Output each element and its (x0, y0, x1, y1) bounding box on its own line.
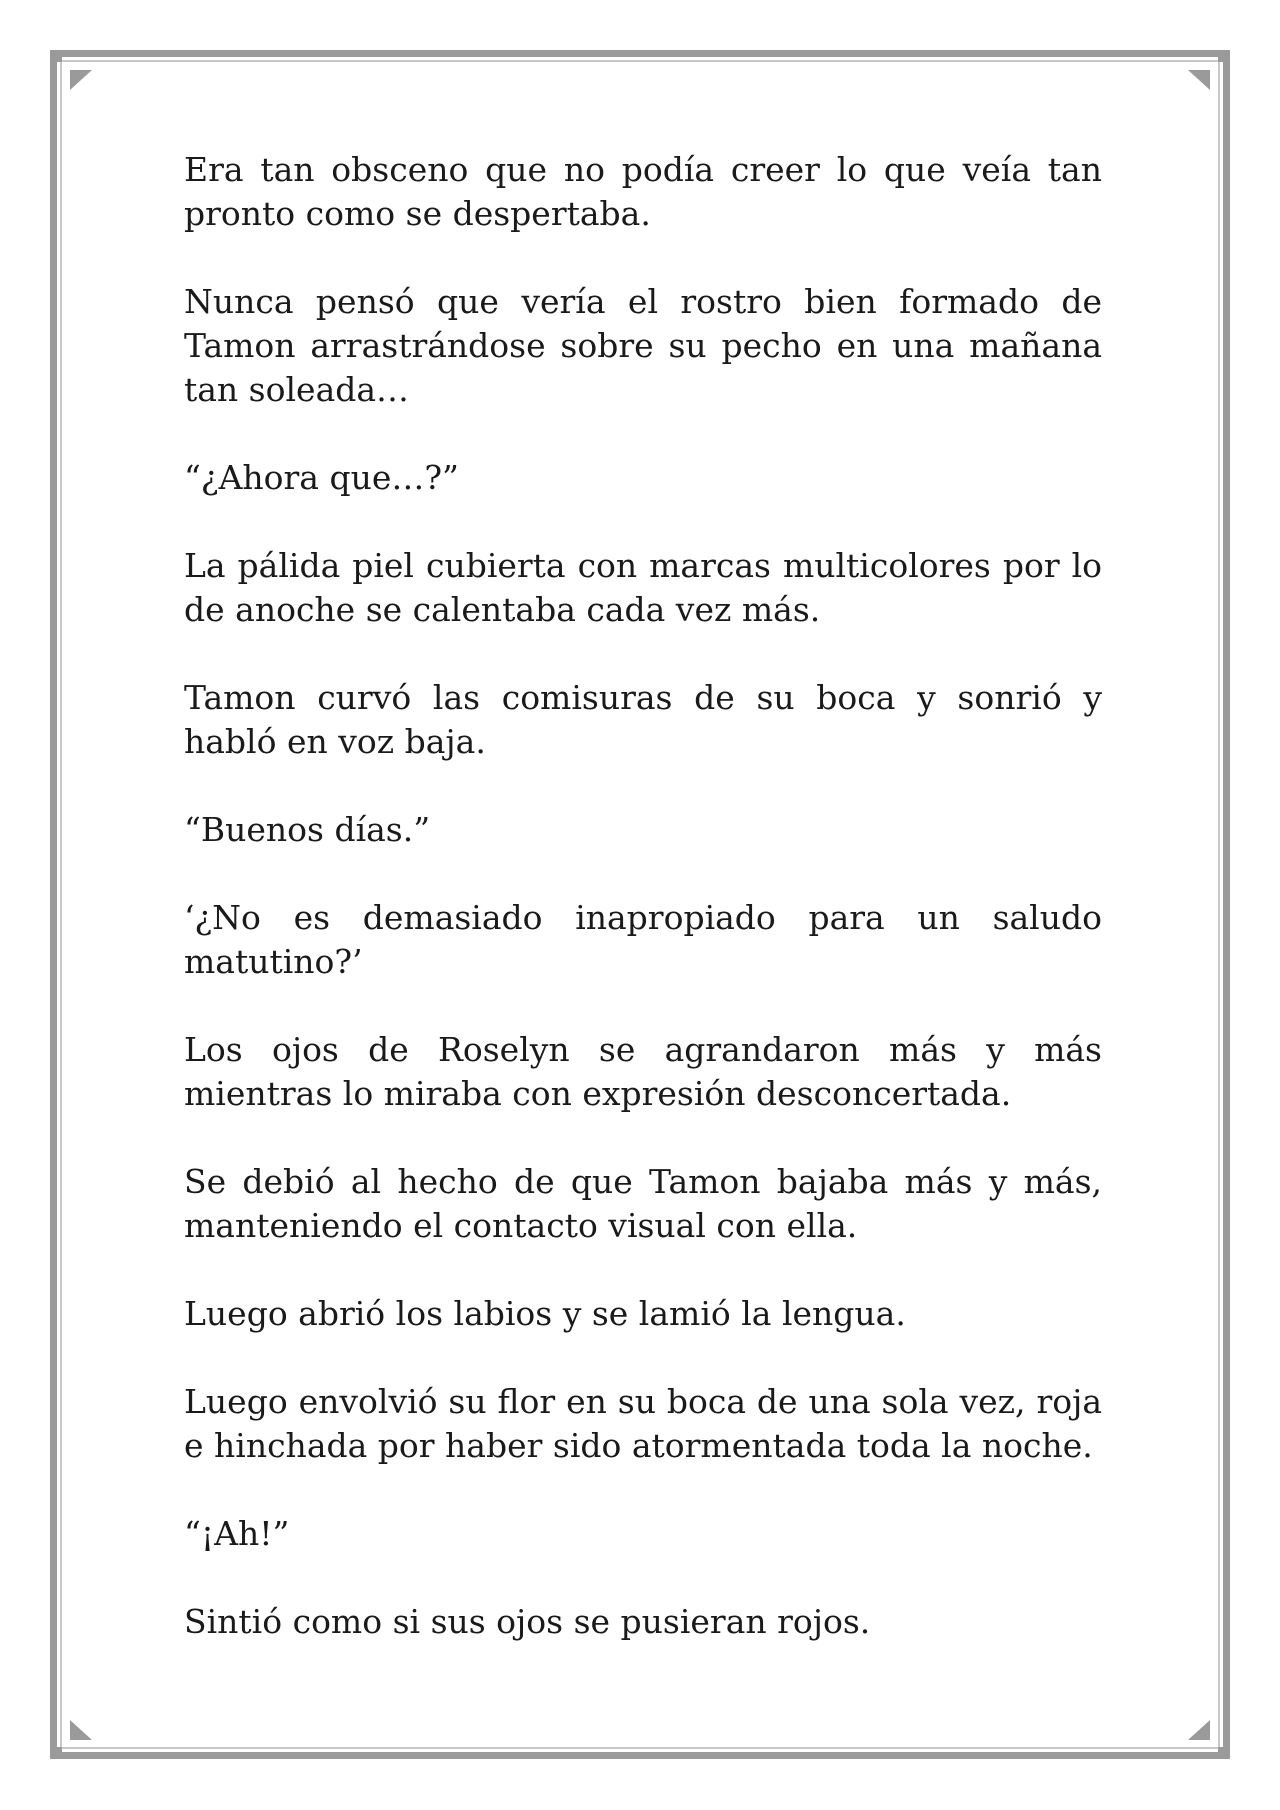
paragraph: La pálida piel cubierta con marcas multicolores por lo de anoche se calentaba cada vez más. (184, 546, 1102, 629)
frame-top-border (62, 50, 1218, 62)
paragraph: Tamon curvó las comisuras de su boca y sonrió y habló en voz baja. (184, 678, 1102, 761)
corner-ornament-top-left-icon (70, 70, 92, 90)
corner-ornament-top-right-icon (1188, 70, 1210, 90)
corner-ornament-bottom-right-icon (1188, 1720, 1210, 1740)
paragraph: Era tan obsceno que no podía creer lo que veía tan pronto como se despertaba. (184, 150, 1102, 233)
paragraph: Los ojos de Roselyn se agrandaron más y más mientras lo miraba con expresión desconcertada. (184, 1030, 1102, 1113)
frame-right-border (1218, 62, 1230, 1748)
paragraph: Luego envolvió su flor en su boca de una sola vez, roja e hinchada por haber sido atormentada toda la noche. (184, 1382, 1102, 1465)
paragraph: Se debió al hecho de que Tamon bajaba más y más, manteniendo el contacto visual con ella. (184, 1162, 1102, 1245)
paragraph: Sintió como si sus ojos se pusieran rojos. (184, 1602, 871, 1641)
paragraph: Nunca pensó que vería el rostro bien formado de Tamon arrastrándose sobre su pecho en una mañana tan soleada… (184, 282, 1102, 409)
paragraph: “¡Ah!” (184, 1514, 290, 1553)
paragraph: “Buenos días.” (184, 810, 431, 849)
paragraph: Luego abrió los labios y se lamió la lengua. (184, 1294, 906, 1333)
page-body-text (184, 148, 1102, 1688)
paragraph: ‘¿No es demasiado inapropiado para un saludo matutino?’ (184, 898, 1102, 981)
corner-ornament-bottom-left-icon (70, 1720, 92, 1740)
frame-left-border (50, 62, 62, 1748)
paragraph: “¿Ahora que…?” (184, 458, 459, 497)
frame-bottom-border (62, 1747, 1218, 1759)
